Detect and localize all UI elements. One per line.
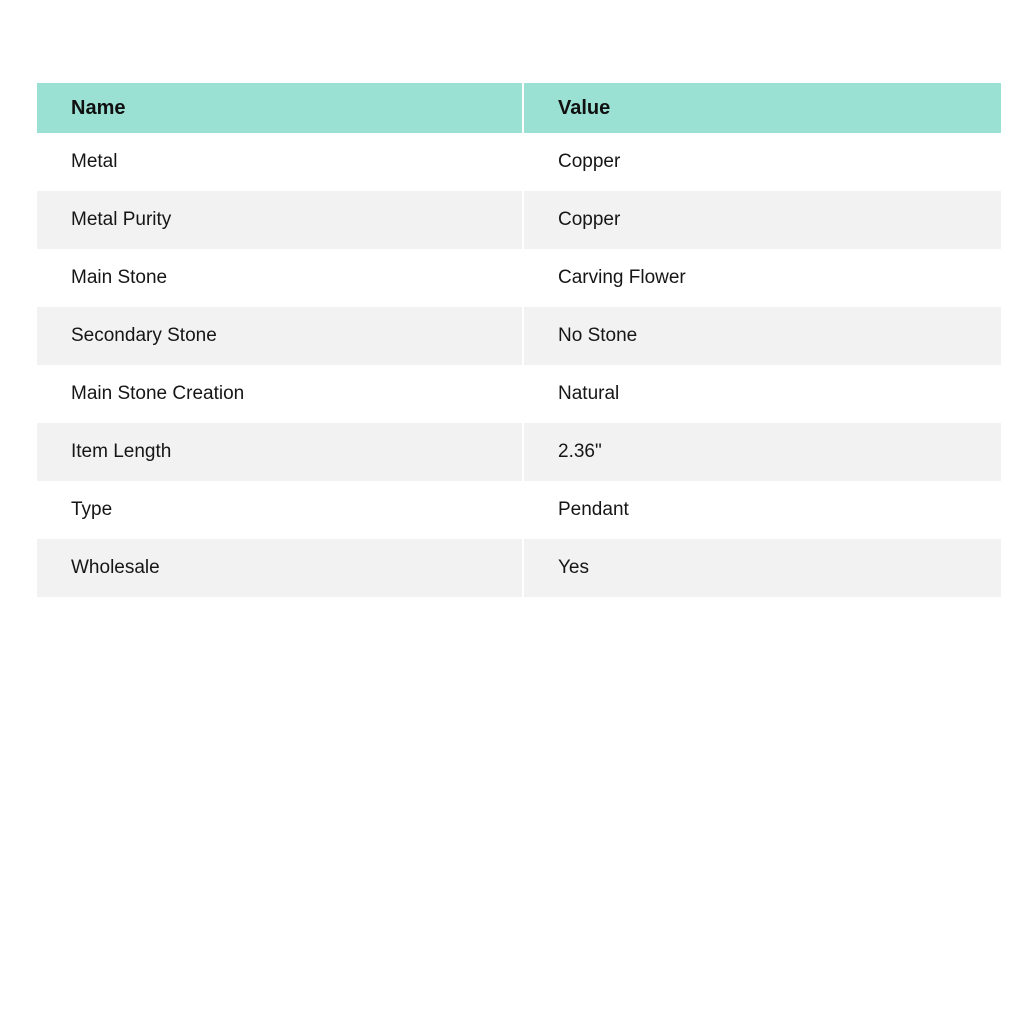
attribute-value-cell: Copper (523, 191, 1001, 249)
table-row (37, 133, 1001, 191)
attribute-name-cell: Metal Purity (71, 209, 172, 230)
attribute-name-cell: Main Stone Creation (71, 383, 245, 404)
column-header-name: Name (71, 96, 126, 119)
attribute-value-cell: Pendant (523, 481, 1001, 539)
attribute-name-cell: Main Stone (71, 267, 168, 288)
table-row (37, 307, 1001, 365)
table-header (37, 83, 1001, 133)
attribute-value-cell: 2.36" (523, 423, 1001, 481)
attribute-value-cell: No Stone (523, 307, 1001, 365)
table-row (37, 249, 1001, 307)
attribute-name-cell: Item Length (71, 441, 172, 462)
table-row (37, 365, 1001, 423)
column-header-value: Value (523, 83, 1001, 133)
attribute-value-cell: Carving Flower (523, 249, 1001, 307)
table-row (37, 191, 1001, 249)
table-row (37, 481, 1001, 539)
table-header-row (37, 83, 1001, 133)
attribute-value-cell: Copper (523, 133, 1001, 191)
attribute-name-cell: Type (71, 499, 113, 520)
attribute-value-cell: Yes (523, 539, 1001, 597)
attribute-value-cell: Natural (523, 365, 1001, 423)
attribute-name-cell: Secondary Stone (71, 325, 217, 346)
attribute-name-cell: Metal (71, 151, 118, 172)
attribute-name-cell: Wholesale (71, 557, 160, 578)
table-body (37, 133, 1001, 597)
attributes-table (37, 83, 1001, 597)
table-row (37, 539, 1001, 597)
table-row (37, 423, 1001, 481)
